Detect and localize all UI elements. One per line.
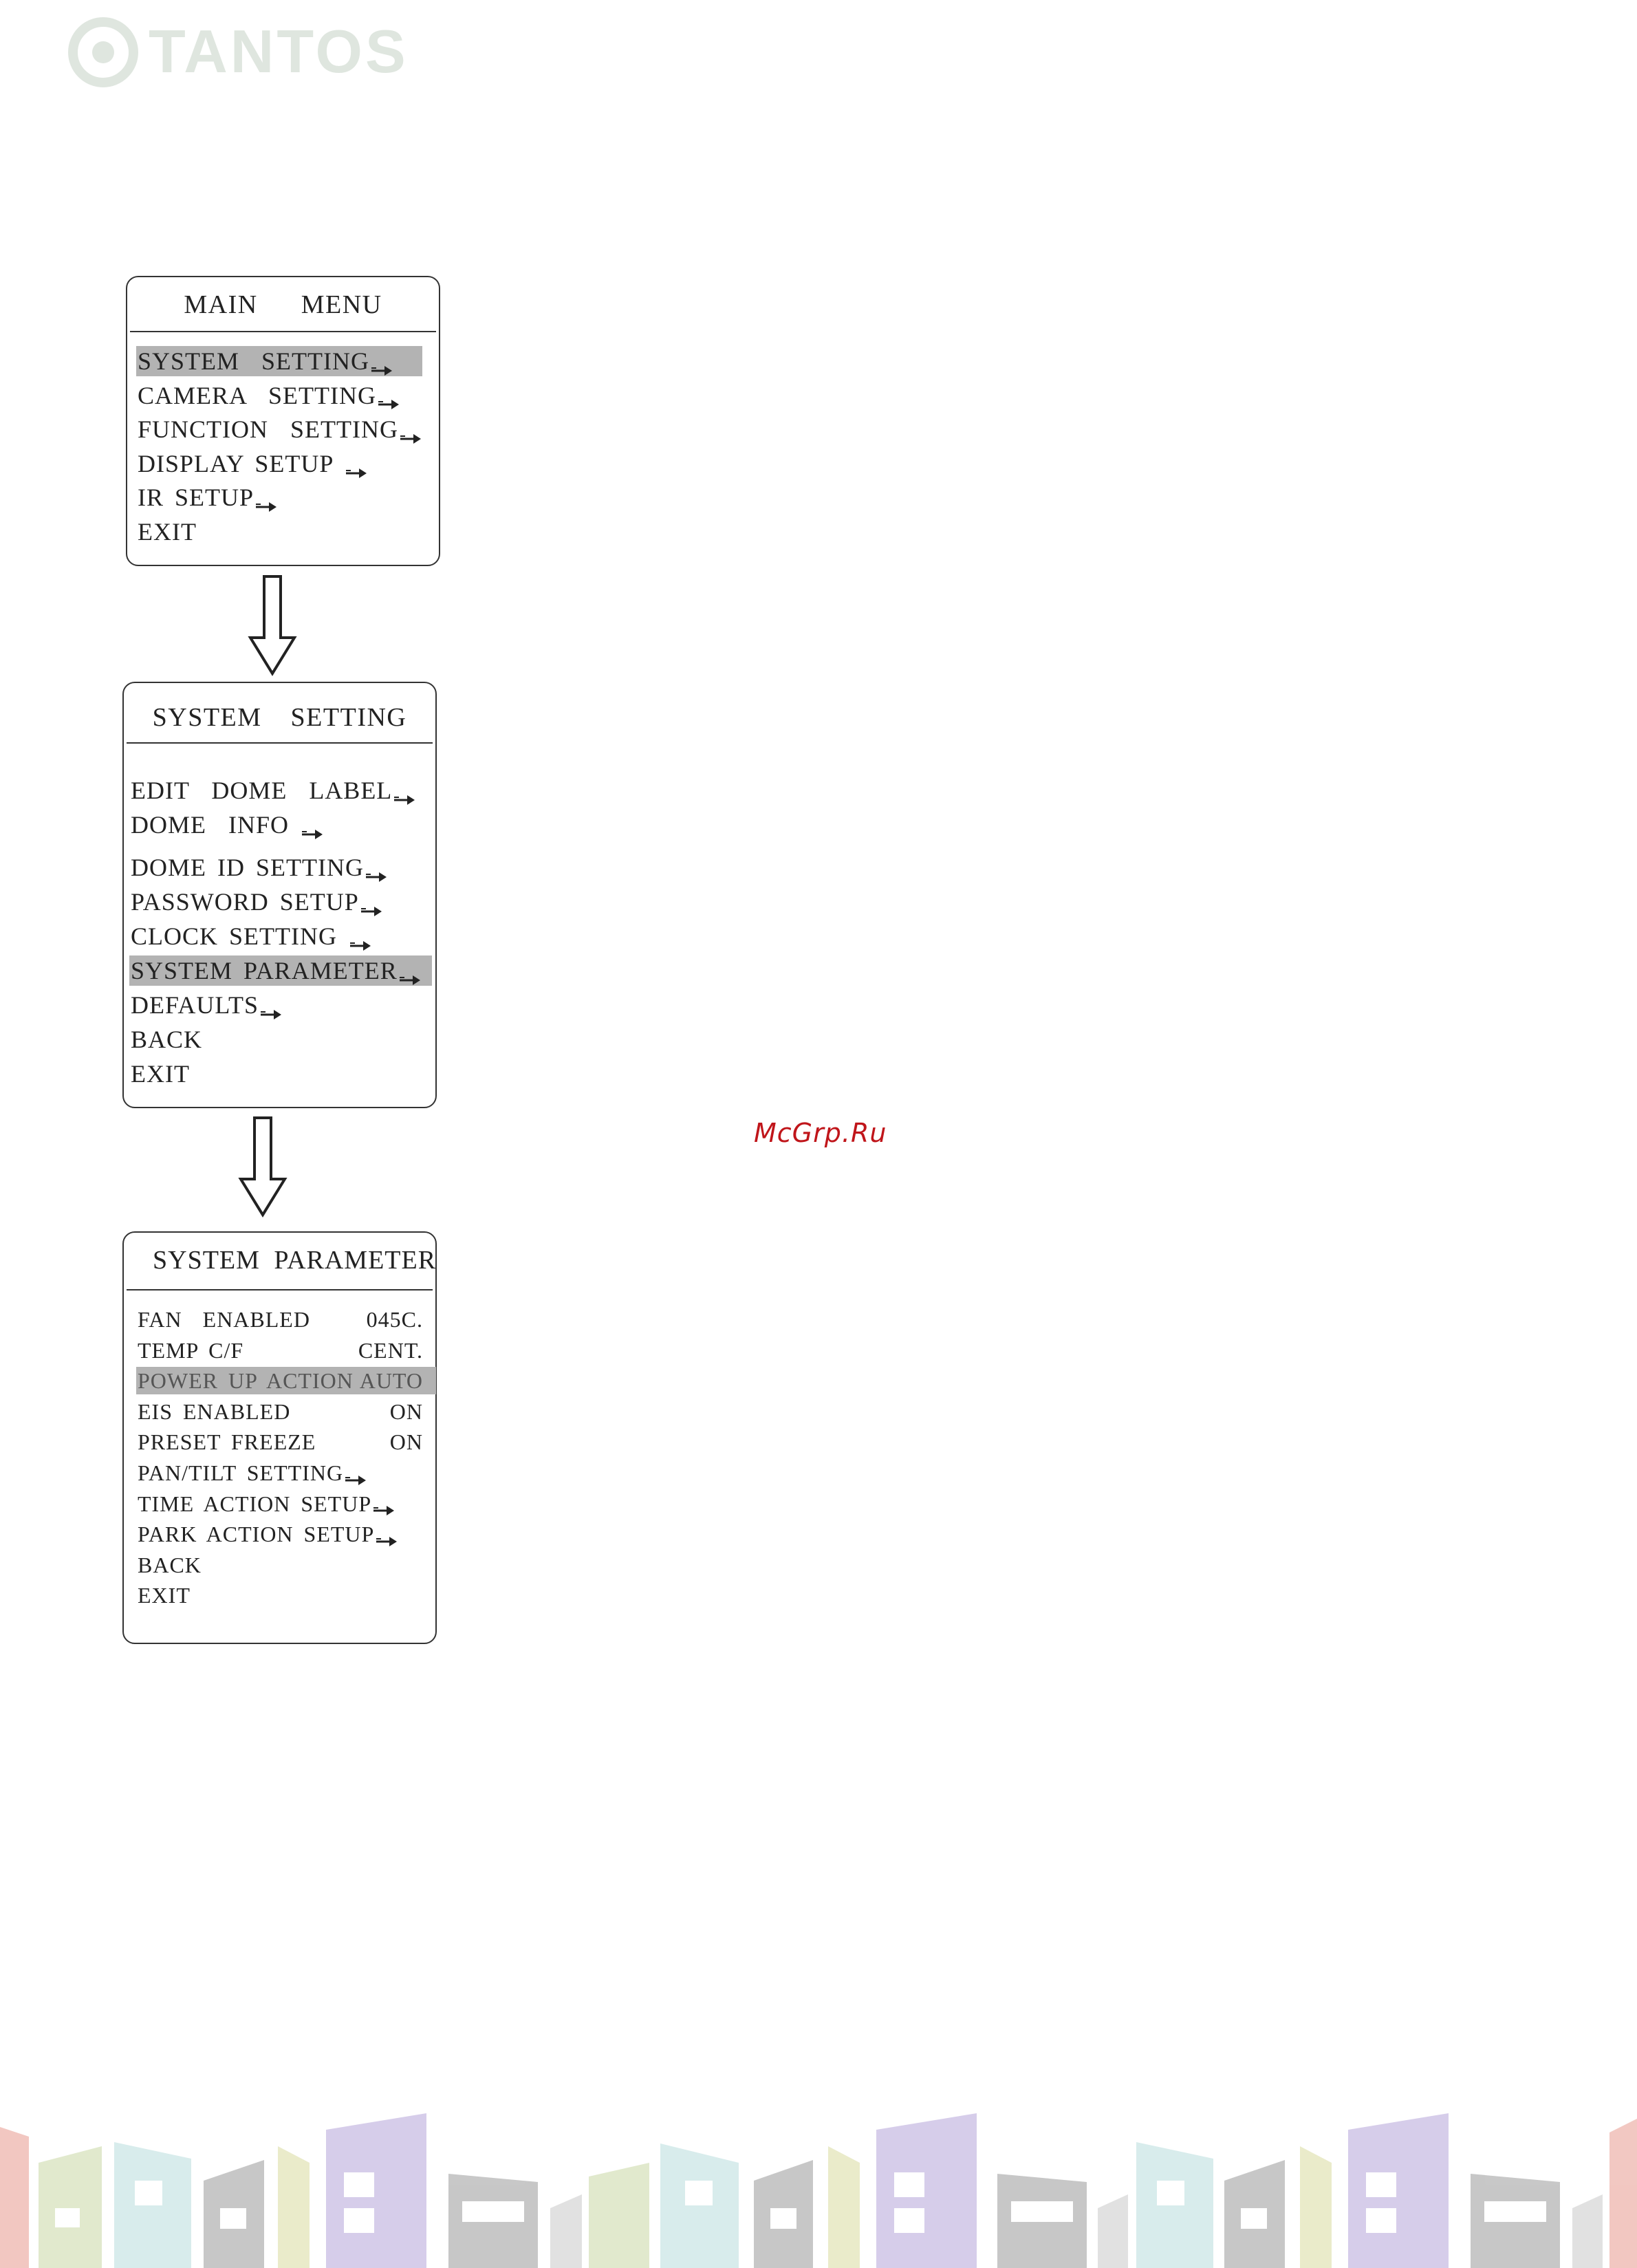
system-setting-divider — [127, 742, 433, 744]
menu-item[interactable] — [136, 1398, 292, 1425]
submenu-arrow-icon — [393, 786, 415, 800]
submenu-arrow-icon — [373, 1499, 395, 1513]
watermark: McGrp.Ru — [754, 1118, 887, 1148]
menu-item[interactable] — [129, 955, 432, 986]
down-arrow-icon — [237, 1116, 289, 1219]
menu-item[interactable] — [136, 517, 198, 547]
submenu-arrow-icon — [345, 460, 367, 473]
menu-item[interactable] — [129, 887, 384, 917]
menu-item-label: DISPLAY SETUP — [138, 449, 345, 477]
menu-item[interactable] — [136, 1459, 368, 1487]
system-setting-panel — [122, 682, 437, 1108]
menu-item[interactable] — [129, 921, 373, 951]
menu-item-label: PASSWORD SETUP — [131, 888, 359, 916]
submenu-arrow-icon — [349, 932, 371, 946]
menu-item-label: BACK — [138, 1552, 202, 1577]
menu-item-label: FUNCTION SETTING — [138, 415, 398, 444]
menu-item-label: EXIT — [138, 1583, 191, 1608]
menu-item-label: EXIT — [131, 1060, 190, 1088]
submenu-arrow-icon — [378, 391, 400, 404]
menu-item-label: SYSTEM PARAMETER — [131, 957, 398, 984]
system-parameter-title: SYSTEM PARAMETER — [153, 1246, 437, 1275]
menu-item-label: FAN ENABLED — [138, 1307, 310, 1332]
menu-item-label: EDIT DOME LABEL — [131, 777, 393, 804]
menu-item[interactable] — [129, 1024, 204, 1055]
menu-item-label: SYSTEM SETTING — [138, 347, 370, 375]
menu-item-value: AUTO — [359, 1368, 423, 1394]
down-arrow-icon — [246, 574, 299, 678]
menu-item-label: TIME ACTION SETUP — [138, 1491, 372, 1516]
submenu-arrow-icon — [255, 493, 277, 507]
submenu-arrow-icon — [399, 966, 421, 980]
main-menu-divider — [130, 331, 436, 332]
system-parameter-divider — [127, 1289, 433, 1290]
menu-item[interactable] — [136, 1306, 312, 1333]
logo-emblem-icon — [67, 17, 139, 88]
menu-item[interactable] — [129, 1059, 191, 1089]
menu-item[interactable] — [136, 414, 423, 444]
menu-item-value: 045C. — [366, 1307, 423, 1332]
menu-item-label: EIS ENABLED — [138, 1398, 291, 1424]
menu-item-label: PAN/TILT SETTING — [138, 1460, 344, 1485]
main-menu-title: MAIN MENU — [184, 290, 382, 319]
menu-item[interactable] — [136, 1551, 203, 1579]
menu-item-value: ON — [389, 1429, 423, 1455]
menu-item-label: POWER UP ACTION — [138, 1368, 354, 1394]
menu-item-label: CLOCK SETTING — [131, 922, 348, 950]
menu-item[interactable] — [136, 1490, 396, 1518]
menu-item[interactable] — [136, 1337, 245, 1364]
submenu-arrow-icon — [260, 1001, 282, 1015]
submenu-arrow-icon — [360, 898, 382, 911]
menu-item[interactable] — [136, 449, 369, 479]
menu-item-label: DOME INFO — [131, 811, 301, 839]
tantos-logo — [67, 15, 439, 91]
submenu-arrow-icon — [376, 1530, 398, 1544]
menu-item[interactable] — [129, 775, 417, 806]
menu-item[interactable] — [129, 852, 389, 883]
menu-item[interactable] — [129, 810, 325, 840]
menu-item-label: DEFAULTS — [131, 991, 259, 1019]
submenu-arrow-icon — [365, 863, 387, 877]
system-parameter-panel — [122, 1231, 437, 1644]
menu-item[interactable] — [136, 482, 279, 512]
submenu-arrow-icon — [400, 425, 422, 439]
submenu-arrow-icon — [371, 357, 393, 371]
menu-item-label: TEMP C/F — [138, 1337, 244, 1363]
submenu-arrow-icon — [301, 821, 323, 834]
menu-item-value: CENT. — [358, 1337, 423, 1363]
menu-item[interactable] — [136, 1428, 317, 1456]
menu-item[interactable] — [136, 1520, 399, 1548]
menu-item-label: PARK ACTION SETUP — [138, 1522, 375, 1547]
menu-item[interactable] — [136, 346, 422, 376]
menu-item-label: PRESET FREEZE — [138, 1429, 316, 1455]
menu-item-label: BACK — [131, 1026, 203, 1053]
menu-item[interactable] — [136, 380, 401, 411]
footer-buildings — [0, 2105, 1637, 2268]
menu-item-label: IR SETUP — [138, 484, 254, 512]
main-menu-panel — [126, 276, 440, 566]
system-setting-title: SYSTEM SETTING — [152, 703, 407, 732]
logo-text: TANTOS — [149, 17, 409, 85]
menu-item-label: DOME ID SETTING — [131, 854, 364, 881]
menu-item[interactable] — [136, 1581, 192, 1609]
menu-item[interactable] — [129, 990, 283, 1020]
submenu-arrow-icon — [345, 1469, 367, 1482]
menu-item-label: EXIT — [138, 518, 197, 546]
menu-item-label: CAMERA SETTING — [138, 381, 377, 409]
menu-item-value: ON — [389, 1398, 423, 1424]
